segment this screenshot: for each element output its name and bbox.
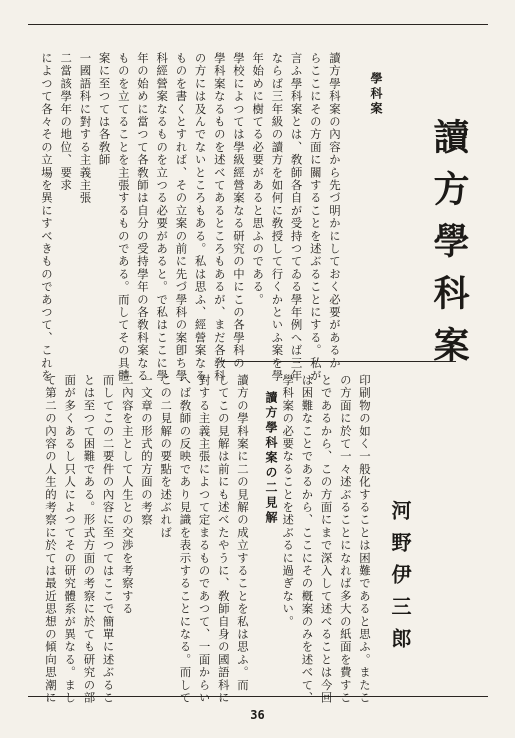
top-text-column: ならば三年級の讀方を如何に敎授して行くかといふ案を學 bbox=[270, 52, 285, 383]
top-text-column: 一國語科に對する主義主張 bbox=[78, 52, 93, 205]
bottom-text-column: とは至つて困難である。形式方面の考察に於ても研究の部 bbox=[82, 374, 97, 705]
bottom-text-column: 而してこの二要件の內容に至つてはここで簡單に述ぶるこ bbox=[101, 374, 116, 705]
bottom-text-column: の方面に於て一々述ぶることになれば多大の紙面を費すこ bbox=[338, 374, 353, 705]
top-text-column: 言ふ學科案とは、敎師各自が受持つてゐる學年例へば三年 bbox=[289, 52, 304, 383]
top-text-column: らここにその方面に關することを述ぶることにする。私が bbox=[308, 52, 323, 383]
author-name: 河野伊三郎 bbox=[388, 500, 412, 660]
bottom-text-column: 讀方の學科案に二の見解の成立することを私は思ふ。而 bbox=[236, 374, 250, 692]
bottom-text-column: してこの見解は前にも述べたやうに、敎師自身の國語科に bbox=[216, 374, 231, 705]
section-heading-nikenkai: 讀方學科案の二見解 bbox=[264, 391, 278, 526]
top-text-column: 讀方學科案の內容から先づ明かにしておく必要があるか bbox=[328, 52, 342, 370]
bottom-text-column: 面が多くあるし只人によつてその研究體系が異なる。まし bbox=[63, 374, 78, 705]
top-text-column: 學科案なるものを述べてあるところもあるが、まだ各敎科 bbox=[212, 52, 227, 383]
bottom-text-column: とであるから、この方面にまで深入して述べることは今回 bbox=[319, 374, 334, 705]
top-text-column: によつて各々その立場を異にすべきものであつて、これを bbox=[40, 52, 54, 383]
top-text-column: 二當該學年の地位、要求 bbox=[59, 52, 74, 192]
top-text-column: ものを書くとすれば、その立案の前に先づ學科の案卽ち學 bbox=[174, 52, 189, 383]
bottom-text-column: 對する主義主張によつて定まるものであつて、一面からい bbox=[197, 374, 212, 705]
bottom-text-column: 印刷物の如く一般化することは困難であると思ふ。またこ bbox=[358, 374, 372, 705]
article-title: 讀方學科案 bbox=[428, 118, 470, 378]
bottom-text-column: 一文章の形式的方面の考察 bbox=[140, 374, 154, 527]
bottom-text-column: は困難なことであるから、ここにその槪案のみを述べて、 bbox=[300, 374, 315, 705]
top-text-column: 學校によつては學級經營案なる研究の中にこの各學科の bbox=[232, 52, 246, 370]
top-text-column: の方には及んでないところもある。私は思ふ、經營案なる bbox=[193, 52, 208, 383]
top-text-column: 年始めに樹てる必要があると思ふのである。 bbox=[251, 52, 266, 306]
top-text-column: 案に至つては各敎師 bbox=[97, 52, 112, 167]
bottom-text-column: て第二の內容の人生的考察に於ては最近思想の傾向思潮に bbox=[44, 374, 58, 705]
bottom-rule bbox=[28, 696, 488, 697]
bottom-text-column: 二內容を主として人生との交渉を考察する bbox=[120, 374, 135, 616]
top-text-column: 科經營案なるものを立つる必要があると。で私はここに學 bbox=[155, 52, 170, 383]
bottom-text-column: へば敎師の反映であり見識を表示することになる。而して bbox=[178, 374, 193, 705]
page-number: 36 bbox=[250, 708, 265, 722]
section-heading-gakka-an: 學科案 bbox=[369, 72, 383, 117]
bottom-text-column: 學科案の必要なることを述ぶるに過ぎない。 bbox=[281, 374, 296, 628]
top-rule bbox=[28, 24, 488, 25]
top-text-column: ものを立てることを主張するものである。而してその具體 bbox=[116, 52, 131, 383]
top-text-column: 年の始めに當つて各敎師は自分の受持學年の各敎科案なる bbox=[136, 52, 150, 383]
bottom-text-column: この二見解の要點を述ぶれば bbox=[159, 374, 174, 540]
